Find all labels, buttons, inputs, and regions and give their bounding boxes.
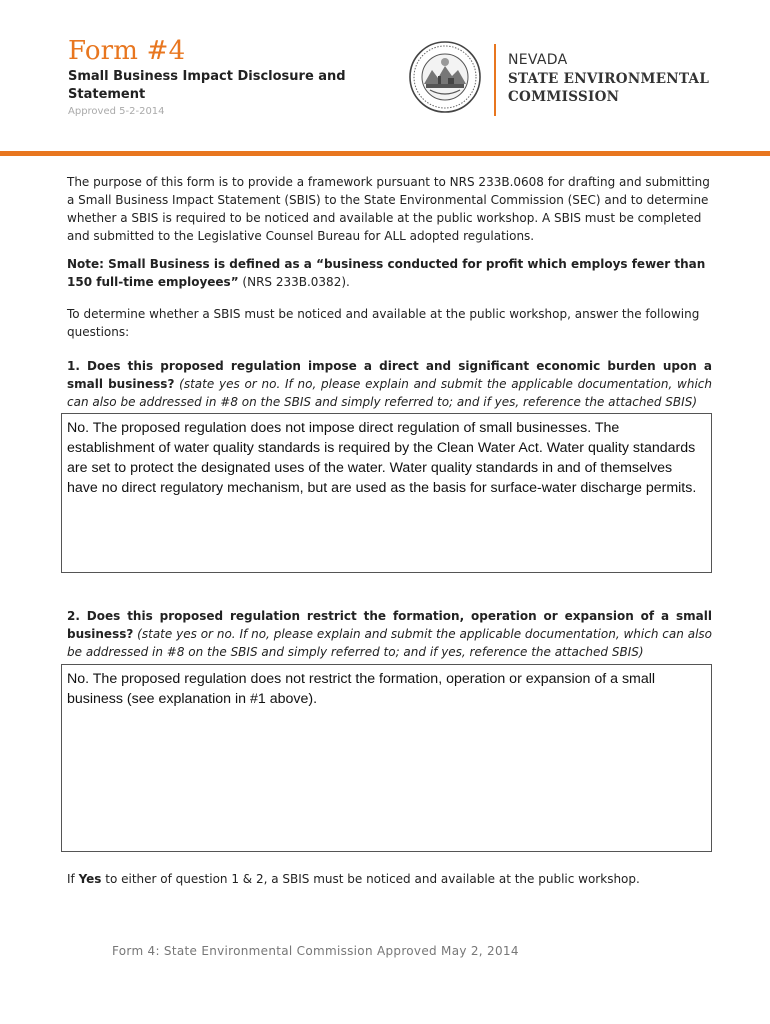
conclusion <box>67 870 712 888</box>
answer-1-field[interactable]: No. The proposed regulation does not impose direct regulation of small businesses. The establishment of water quality standards is required by the Clean Water Act. Water quality standards are set to protect the designated uses of the water. Water quality standards in and of themselves have no direct regulatory mechanism, but are used as the basis for surface-water discharge permits. <box>61 413 712 573</box>
agency-state: NEVADA <box>508 52 568 68</box>
question-2-text: 2. Does this proposed regulation restrict the formation, operation or expansion of a small business? <box>67 609 712 641</box>
answer-2-field[interactable]: No. The proposed regulation does not restrict the formation, operation or expansion of a small business (see explanation in #1 above). <box>61 664 712 852</box>
question-1-help: (state yes or no. If no, please explain and submit the applicable documentation, which can also be addressed in #8 on the SBIS and simply referred to; and if yes, reference the attached SBIS) <box>67 377 712 409</box>
question-2-help: (state yes or no. If no, please explain and submit the applicable documentation, which can also be addressed in #8 on the SBIS and simply referred to; and if yes, reference the attached SBIS) <box>67 627 712 659</box>
header-divider <box>494 44 496 116</box>
question-1 <box>67 357 712 411</box>
nevada-state-seal-icon <box>408 40 482 114</box>
approved-date: Approved 5-2-2014 <box>68 106 165 117</box>
form-title: Form #4 <box>68 36 186 66</box>
note-reference: (NRS 233B.0382). <box>238 275 350 289</box>
page-header <box>0 0 770 160</box>
form-subtitle: Small Business Impact Disclosure and Statement <box>68 69 346 102</box>
page-footer: Form 4: State Environmental Commission Approved May 2, 2014 <box>112 944 519 958</box>
agency-name: STATE ENVIRONMENTAL COMMISSION <box>508 71 710 105</box>
conclusion-suffix: to either of question 1 & 2, a SBIS must be noticed and available at the public workshop. <box>101 872 640 886</box>
form-body <box>67 173 712 888</box>
question-2 <box>67 607 712 661</box>
small-business-note <box>67 255 712 291</box>
note-definition: Note: Small Business is defined as a “business conducted for profit which employs fewer than 150 full-time employees” <box>67 257 706 289</box>
question-lead: To determine whether a SBIS must be noticed and available at the public workshop, answer the following questions: <box>67 307 700 339</box>
conclusion-prefix: If <box>67 872 79 886</box>
question-1-text: 1. Does this proposed regulation impose a direct and significant economic burden upon a small business? <box>67 359 712 391</box>
intro-paragraph: The purpose of this form is to provide a framework pursuant to NRS 233B.0608 for drafting and submitting a Small Business Impact Statement (SBIS) to the State Environmental Commission (SEC) and to determine whether a SBIS is required to be noticed and available at the public workshop. A SBIS must be completed and submitted to the Legislative Counsel Bureau for ALL adopted regulations. <box>67 175 710 243</box>
conclusion-yes: Yes <box>78 872 102 886</box>
header-rule <box>0 151 770 156</box>
